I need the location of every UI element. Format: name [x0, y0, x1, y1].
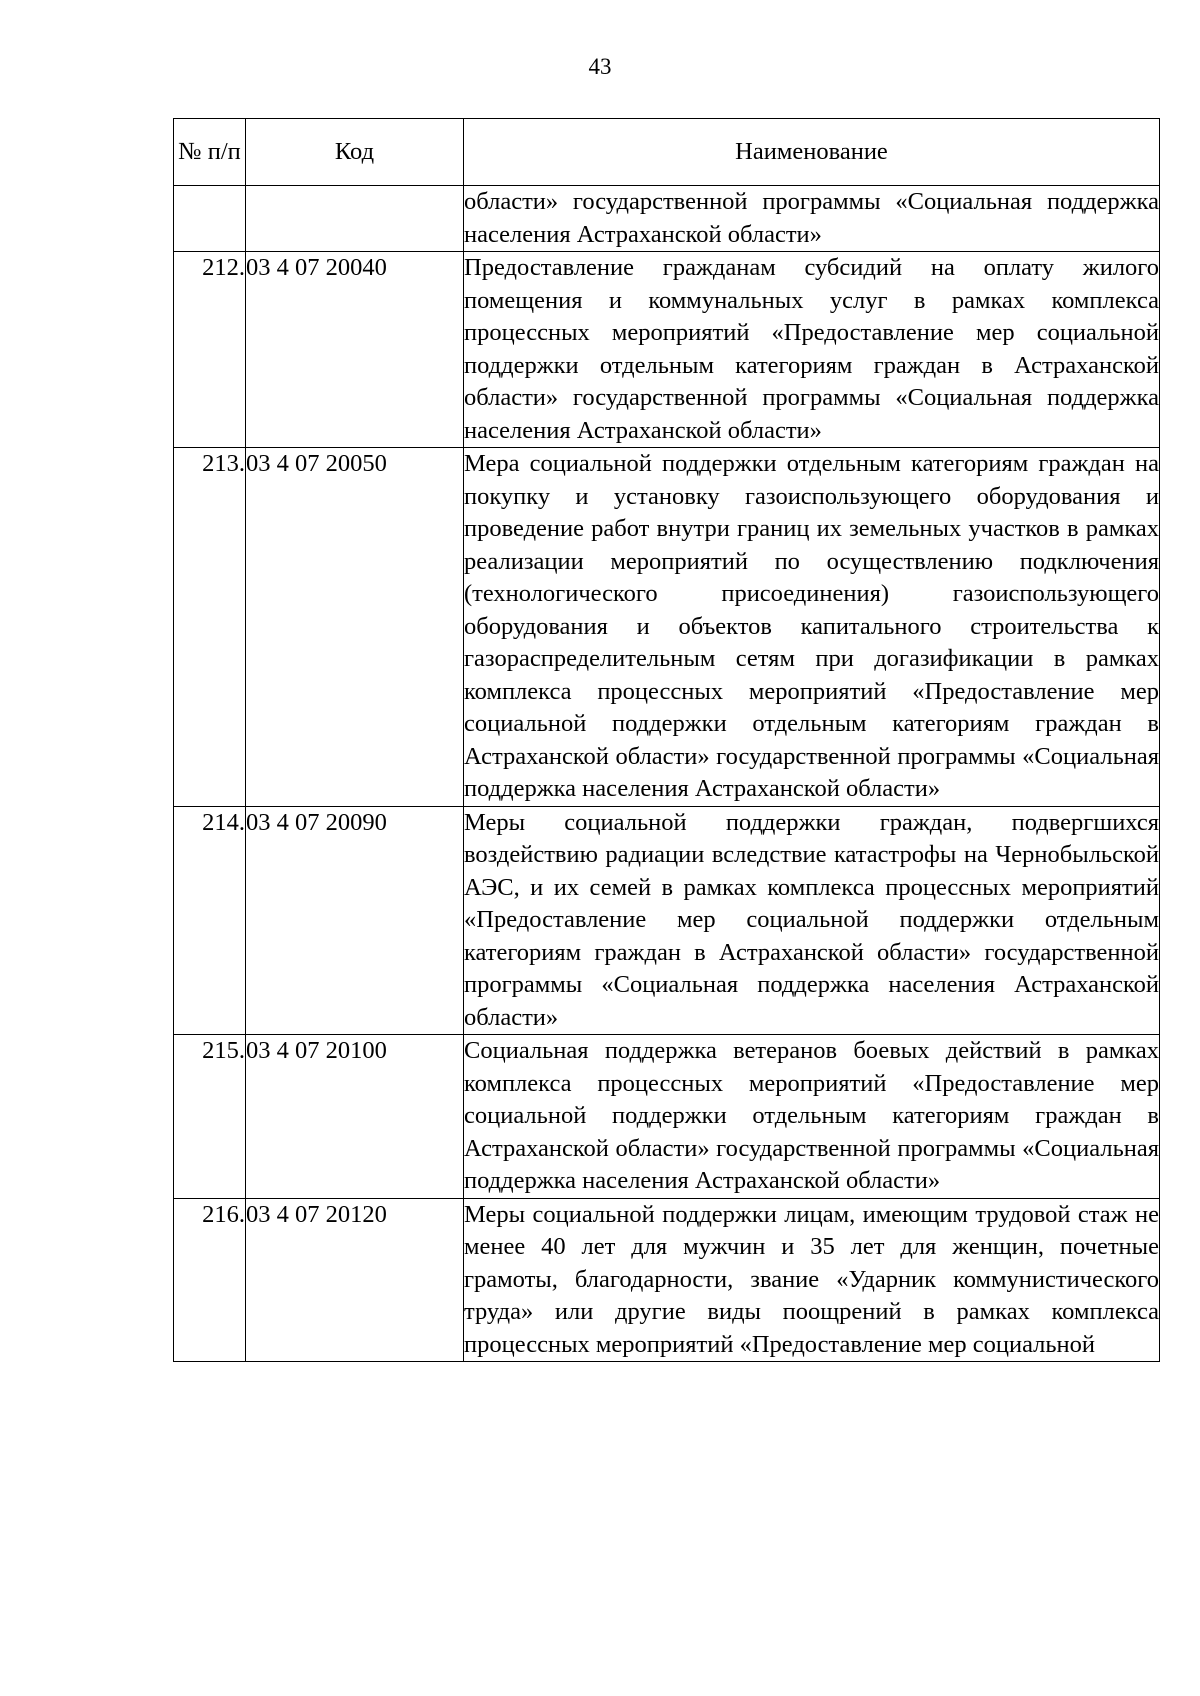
header-code: Код: [246, 119, 464, 186]
row-code: 03 4 07 20120: [246, 1198, 464, 1362]
row-code: 03 4 07 20040: [246, 252, 464, 448]
header-name: Наименование: [464, 119, 1160, 186]
row-code: 03 4 07 20100: [246, 1035, 464, 1199]
table-header-row: [174, 119, 1160, 186]
row-num: 215.: [174, 1035, 246, 1199]
row-name: Предоставление гражданам субсидий на оплату жилого помещения и коммунальных услуг в рамках комплекса процессных мероприятий «Предоставление мер социальной поддержки отдельным категориям граждан в Астраханской области» государственной программы «Социальная поддержка населения Астраханской области»: [464, 252, 1160, 448]
row-num: 212.: [174, 252, 246, 448]
budget-classification-table: [173, 118, 1160, 1362]
row-code: 03 4 07 20050: [246, 448, 464, 807]
row-name: Меры социальной поддержки граждан, подвергшихся воздействию радиации вследствие катастрофы на Чернобыльской АЭС, и их семей в рамках комплекса процессных мероприятий «Предоставление мер социальной поддержки отдельным категориям граждан в Астраханской области» государственной программы «Социальная поддержка населения Астраханской области»: [464, 806, 1160, 1035]
table-row: [174, 186, 1160, 252]
table-row: [174, 1198, 1160, 1362]
table-row: [174, 448, 1160, 807]
row-code: [246, 186, 464, 252]
table-row: [174, 1035, 1160, 1199]
row-name: Социальная поддержка ветеранов боевых действий в рамках комплекса процессных мероприятий «Предоставление мер социальной поддержки отдельным категориям граждан в Астраханской области» государственной программы «Социальная поддержка населения Астраханской области»: [464, 1035, 1160, 1199]
row-name: области» государственной программы «Социальная поддержка населения Астраханской области»: [464, 186, 1160, 252]
row-num: [174, 186, 246, 252]
row-code: 03 4 07 20090: [246, 806, 464, 1035]
row-num: 214.: [174, 806, 246, 1035]
row-num: 216.: [174, 1198, 246, 1362]
table-row: [174, 252, 1160, 448]
page-number: 43: [588, 54, 612, 79]
table-row: [174, 806, 1160, 1035]
row-name: Мера социальной поддержки отдельным категориям граждан на покупку и установку газоиспользующего оборудования и проведение работ внутри границ их земельных участков в рамках реализации мероприятий по осуществлению подключения (технологического присоединения) газоиспользующего оборудования и объектов капитального строительства к газораспределительным сетям при догазификации в рамках комплекса процессных мероприятий «Предоставление мер социальной поддержки отдельным категориям граждан в Астраханской области» государственной программы «Социальная поддержка населения Астраханской области»: [464, 448, 1160, 807]
row-name: Меры социальной поддержки лицам, имеющим трудовой стаж не менее 40 лет для мужчин и 35 лет для женщин, почетные грамоты, благодарности, звание «Ударник коммунистического труда» или другие виды поощрений в рамках комплекса процессных мероприятий «Предоставление мер социальной: [464, 1198, 1160, 1362]
header-num: № п/п: [174, 119, 246, 186]
row-num: 213.: [174, 448, 246, 807]
